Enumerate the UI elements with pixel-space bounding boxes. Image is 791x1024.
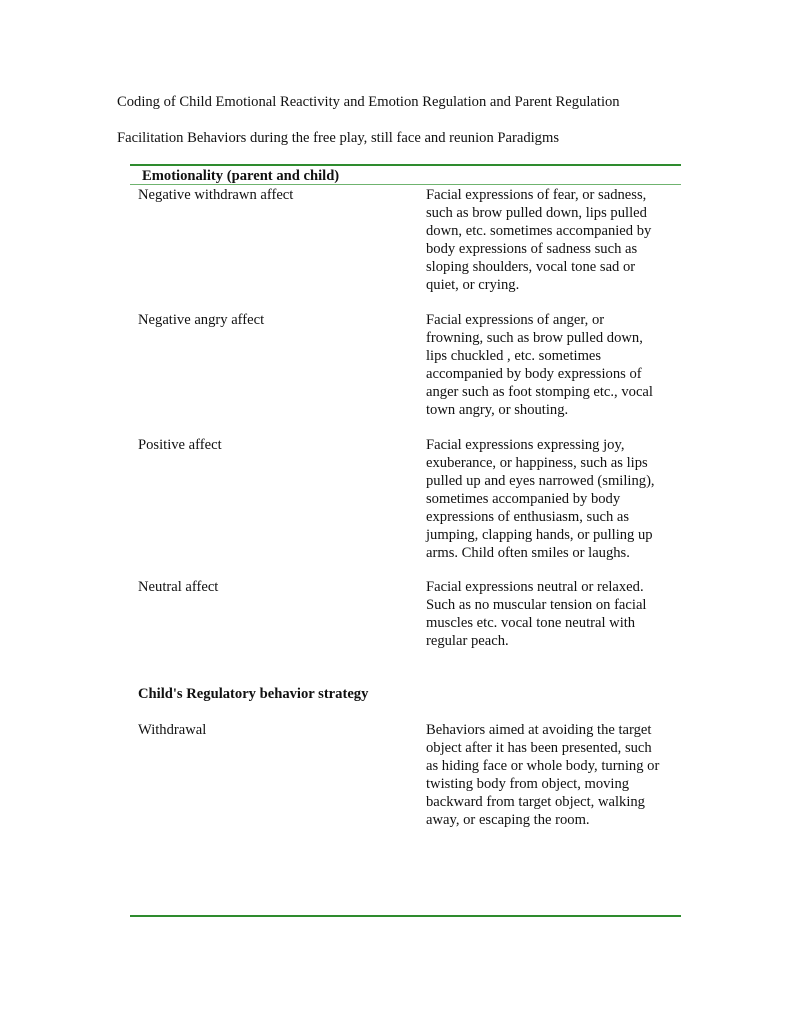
term-negative-angry-affect: Negative angry affect [138,312,265,328]
definition-line: backward from target object, walking [426,794,645,810]
table-bottom-rule [130,915,681,917]
definition-withdrawal [426,721,681,829]
definition-line: arms. Child often smiles or laughs. [426,545,630,561]
section-heading-regulatory-strategy: Child's Regulatory behavior strategy [138,686,369,702]
definition-negative-angry-affect [426,311,681,419]
term-withdrawal: Withdrawal [138,722,207,738]
definition-line: jumping, clapping hands, or pulling up [426,527,653,543]
definition-line: muscles etc. vocal tone neutral with [426,615,636,631]
definition-line: quiet, or crying. [426,277,520,293]
definition-line: as hiding face or whole body, turning or [426,758,660,774]
definition-line: lips chuckled , etc. sometimes [426,348,602,364]
table-top-rule [130,164,681,166]
definition-line: accompanied by body expressions of [426,366,642,382]
definition-line: Facial expressions neutral or relaxed. [426,579,644,595]
definition-negative-withdrawn-affect [426,186,681,294]
definition-line: Behaviors aimed at avoiding the target [426,722,652,738]
definition-line: anger such as foot stomping etc., vocal [426,384,653,400]
term-positive-affect: Positive affect [138,437,222,453]
definition-line: away, or escaping the room. [426,812,590,828]
definition-line: down, etc. sometimes accompanied by [426,223,652,239]
definition-line: regular peach. [426,633,509,649]
term-neutral-affect: Neutral affect [138,579,219,595]
definition-line: Facial expressions of anger, or [426,312,605,328]
definition-line: expressions of enthusiasm, such as [426,509,630,525]
definition-line: sloping shoulders, vocal tone sad or [426,259,636,275]
section-heading-emotionality: Emotionality (parent and child) [142,168,340,184]
definition-line: town angry, or shouting. [426,402,569,418]
definition-line: twisting body from object, moving [426,776,630,792]
definition-line: pulled up and eyes narrowed (smiling), [426,473,655,489]
definition-line: Facial expressions expressing joy, [426,437,625,453]
definition-line: body expressions of sadness such as [426,241,638,257]
term-negative-withdrawn-affect: Negative withdrawn affect [138,187,294,203]
definition-neutral-affect [426,578,681,650]
definition-line: Such as no muscular tension on facial [426,597,647,613]
definition-line: frowning, such as brow pulled down, [426,330,643,346]
definition-line: sometimes accompanied by body [426,491,621,507]
definition-positive-affect [426,436,681,562]
definition-line: such as brow pulled down, lips pulled [426,205,647,221]
document-title-line-1: Coding of Child Emotional Reactivity and Emotion Regulation and Parent Regulation [117,94,620,110]
definition-line: Facial expressions of fear, or sadness, [426,187,647,203]
definition-line: exuberance, or happiness, such as lips [426,455,648,471]
document-title-line-2: Facilitation Behaviors during the free play, still face and reunion Paradigms [117,130,560,146]
table-header-rule [130,184,681,185]
definition-line: object after it has been presented, such [426,740,652,756]
